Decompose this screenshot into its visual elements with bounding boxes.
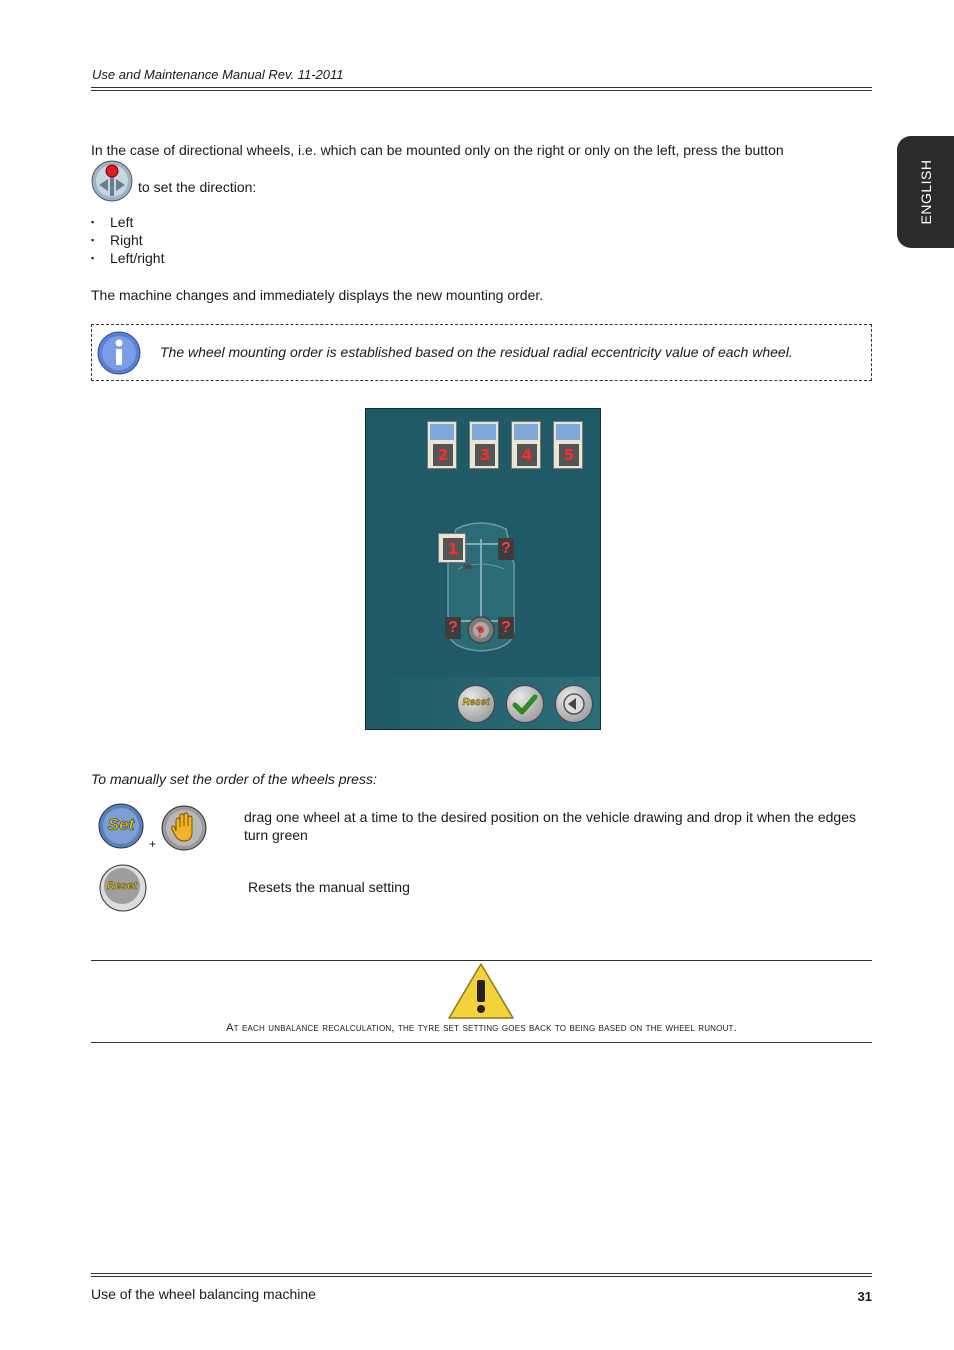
reset-button-icon — [98, 863, 148, 913]
card-header — [556, 424, 580, 440]
warning-top-divider — [91, 960, 872, 961]
reset-button-label: Reset — [462, 697, 490, 708]
info-note-text: The wheel mounting order is established based on the residual radial eccentricity value of each wheel. — [160, 344, 793, 360]
wheel-number: 5 — [559, 444, 579, 466]
direction-button-icon — [91, 160, 133, 202]
confirm-button[interactable] — [506, 685, 544, 723]
set-description: drag one wheel at a time to the desired position on the vehicle drawing and drop it when the edges turn green — [244, 809, 856, 843]
direction-list — [91, 213, 164, 267]
language-tab — [897, 136, 954, 248]
manual-intro: To manually set the order of the wheels press: — [91, 771, 377, 787]
wheel-card[interactable] — [469, 421, 499, 469]
intro-paragraph: In the case of directional wheels, i.e. which can be mounted only on the right or only on the left, press the button — [91, 142, 784, 158]
header-divider — [91, 87, 872, 91]
warning-text: At each unbalance recalculation, the tyre set setting goes back to being based on the wheel runout. — [226, 1022, 737, 1034]
intro-continuation: to set the direction: — [138, 179, 257, 195]
back-button[interactable] — [555, 685, 593, 723]
info-icon — [97, 331, 141, 375]
wheel-card[interactable] — [511, 421, 541, 469]
wheel-order-screen — [365, 408, 601, 730]
hand-icon — [161, 805, 207, 851]
set-button-icon — [98, 803, 144, 849]
placed-wheel[interactable] — [438, 533, 466, 563]
change-note: The machine changes and immediately displays the new mounting order. — [91, 287, 544, 303]
card-header — [472, 424, 496, 440]
card-header — [430, 424, 454, 440]
info-note-box — [91, 324, 872, 381]
reset-button[interactable] — [457, 685, 495, 723]
page-number: 31 — [857, 1289, 872, 1304]
empty-slot-rear-left[interactable]: ? — [445, 617, 461, 639]
footer-divider — [91, 1273, 872, 1277]
wheel-number: 2 — [433, 444, 453, 466]
empty-slot-spare[interactable]: ? — [475, 624, 485, 641]
empty-slot-rear-right[interactable]: ? — [498, 617, 514, 639]
list-item: ▪ Left/right — [91, 249, 164, 267]
set-label: Set — [107, 815, 135, 834]
warning-bottom-divider — [91, 1042, 872, 1043]
reset-label: Reset — [107, 880, 137, 892]
wheel-number: 4 — [517, 444, 537, 466]
language-tab-label: ENGLISH — [917, 159, 934, 225]
wheel-number: 3 — [475, 444, 495, 466]
check-icon — [507, 686, 543, 722]
list-item: ▪ Left — [91, 213, 164, 231]
list-item: ▪ Right — [91, 231, 164, 249]
wheel-number: 1 — [443, 538, 463, 560]
footer-section-title: Use of the wheel balancing machine — [91, 1286, 316, 1302]
empty-slot-front-right[interactable]: ? — [498, 538, 514, 560]
warning-icon — [447, 962, 515, 1020]
wheel-card[interactable] — [427, 421, 457, 469]
wheel-card[interactable] — [553, 421, 583, 469]
back-icon — [556, 686, 592, 722]
manual-title: Use and Maintenance Manual Rev. 11-2011 — [92, 67, 344, 82]
card-header — [514, 424, 538, 440]
reset-description: Resets the manual setting — [248, 879, 410, 895]
plus-sign: + — [149, 837, 157, 851]
